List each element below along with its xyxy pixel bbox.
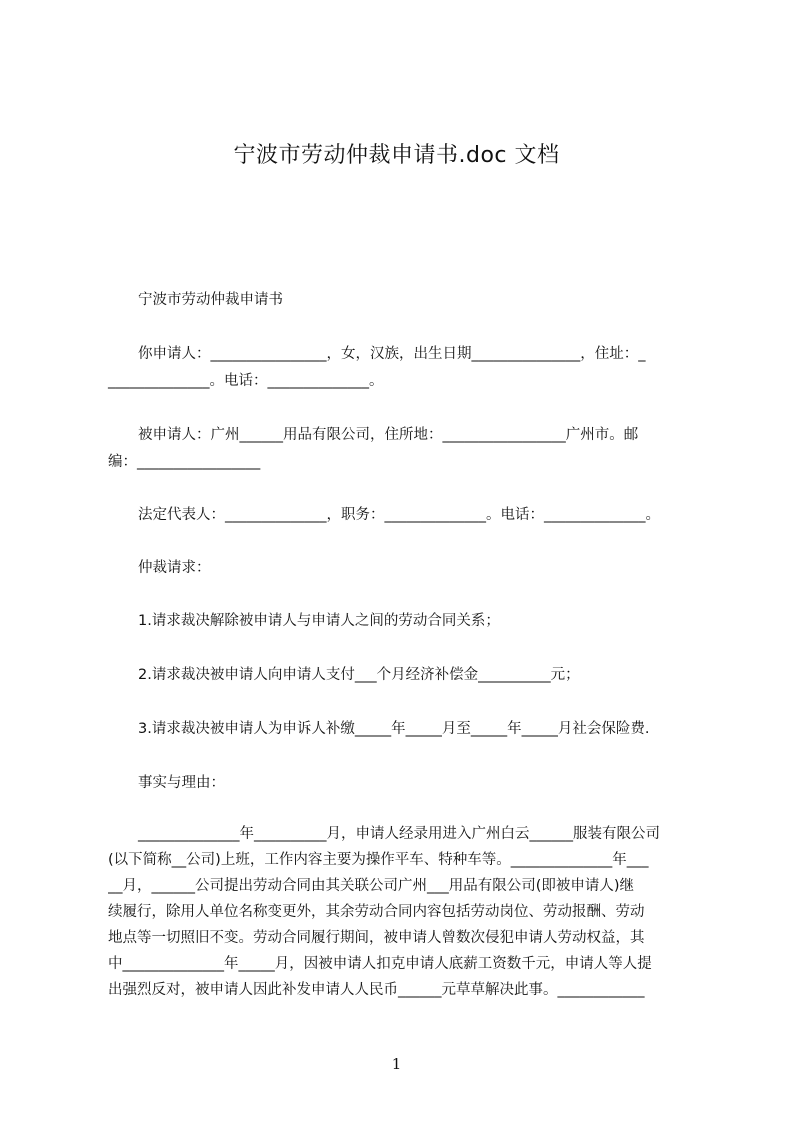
document-subtitle: 宁波市劳动仲裁申请书: [138, 292, 283, 308]
respondent-line-1: 被申请人：广州______用品有限公司，住所地：_________________广州市。邮: [138, 427, 639, 443]
legal-representative-line: 法定代表人：______________，职务：______________。电话：______________。: [138, 507, 660, 523]
facts-line: 中______________年_____月，因被申请人扣克申请人底薪工资数千元，申请人等人提: [108, 956, 652, 972]
applicant-line-1: 你申请人：________________，女，汉族，出生日期_______________，住址：_: [138, 346, 646, 362]
facts-line: 出强烈反对，被申请人因此补发申请人人民币______元草草解决此事。____________: [108, 982, 645, 998]
claim-item: 1.请求裁决解除被申请人与申请人之间的劳动合同关系；: [138, 613, 500, 629]
facts-line: 地点等一切照旧不变。劳动合同履行期间，被申请人曾数次侵犯申请人劳动权益，其: [108, 930, 645, 946]
facts-line: ______________年__________月，申请人经录用进入广州白云______服装有限公司: [138, 826, 660, 842]
facts-line: __月，______公司提出劳动合同由其关联公司广州___用品有限公司(即被申请人)继: [108, 878, 635, 894]
respondent-line-2: 编：_________________: [108, 454, 261, 470]
applicant-line-2: ______________。电话：______________。: [108, 373, 384, 389]
claims-heading: 仲裁请求：: [138, 560, 211, 576]
document-title: 宁波市劳动仲裁申请书.doc 文档: [233, 143, 560, 168]
facts-heading: 事实与理由：: [138, 775, 225, 791]
facts-paragraph: [108, 821, 706, 1003]
facts-line: 续履行，除用人单位名称变更外，其余劳动合同内容包括劳动岗位、劳动报酬、劳动: [108, 904, 645, 920]
claim-item: 3.请求裁决被申请人为申诉人补缴_____年_____月至_____年_____月社会保险费.: [138, 721, 650, 737]
page-number: 1: [391, 1055, 402, 1073]
claim-item: 2.请求裁决被申请人向申请人支付___个月经济补偿金__________元；: [138, 667, 580, 683]
facts-line: (以下简称__公司)上班，工作内容主要为操作平车、特种车等。______________年___: [108, 852, 649, 868]
